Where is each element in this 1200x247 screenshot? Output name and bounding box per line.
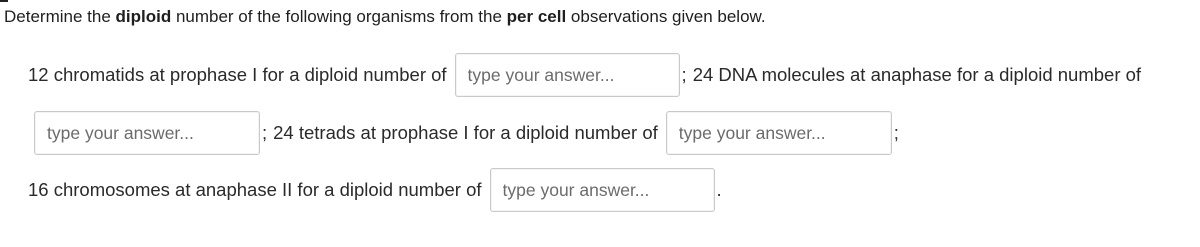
question-bold-per-cell: per cell: [506, 7, 567, 26]
question-middle: number of the following organisms from the: [171, 7, 507, 26]
corner-mark: [0, 0, 8, 2]
question-prompt: [4, 7, 766, 27]
question-suffix: observations given below.: [566, 7, 766, 26]
item-2-text: 24 DNA molecules at anaphase for a diploid number of: [692, 64, 1142, 85]
answer-line-3: [28, 168, 722, 212]
separator-2: ;: [262, 122, 268, 143]
item-4-text: 16 chromosomes at anaphase II for a diploid number of: [28, 179, 482, 200]
question-bold-diploid: diploid: [115, 7, 172, 26]
terminator: .: [716, 179, 722, 200]
answer-input-1[interactable]: [455, 53, 680, 97]
item-1-text: 12 chromatids at prophase I for a diploid number of: [28, 64, 447, 85]
separator-1: ;: [681, 64, 687, 85]
answer-input-4[interactable]: [490, 168, 715, 212]
answer-input-2[interactable]: [34, 111, 260, 155]
answer-input-3[interactable]: [666, 111, 892, 155]
question-prefix: Determine the: [4, 7, 116, 26]
answer-line-2: [34, 111, 899, 155]
item-3-text: 24 tetrads at prophase I for a diploid number of: [273, 122, 658, 143]
answer-line-1: [28, 53, 1141, 97]
separator-3: ;: [893, 122, 899, 143]
